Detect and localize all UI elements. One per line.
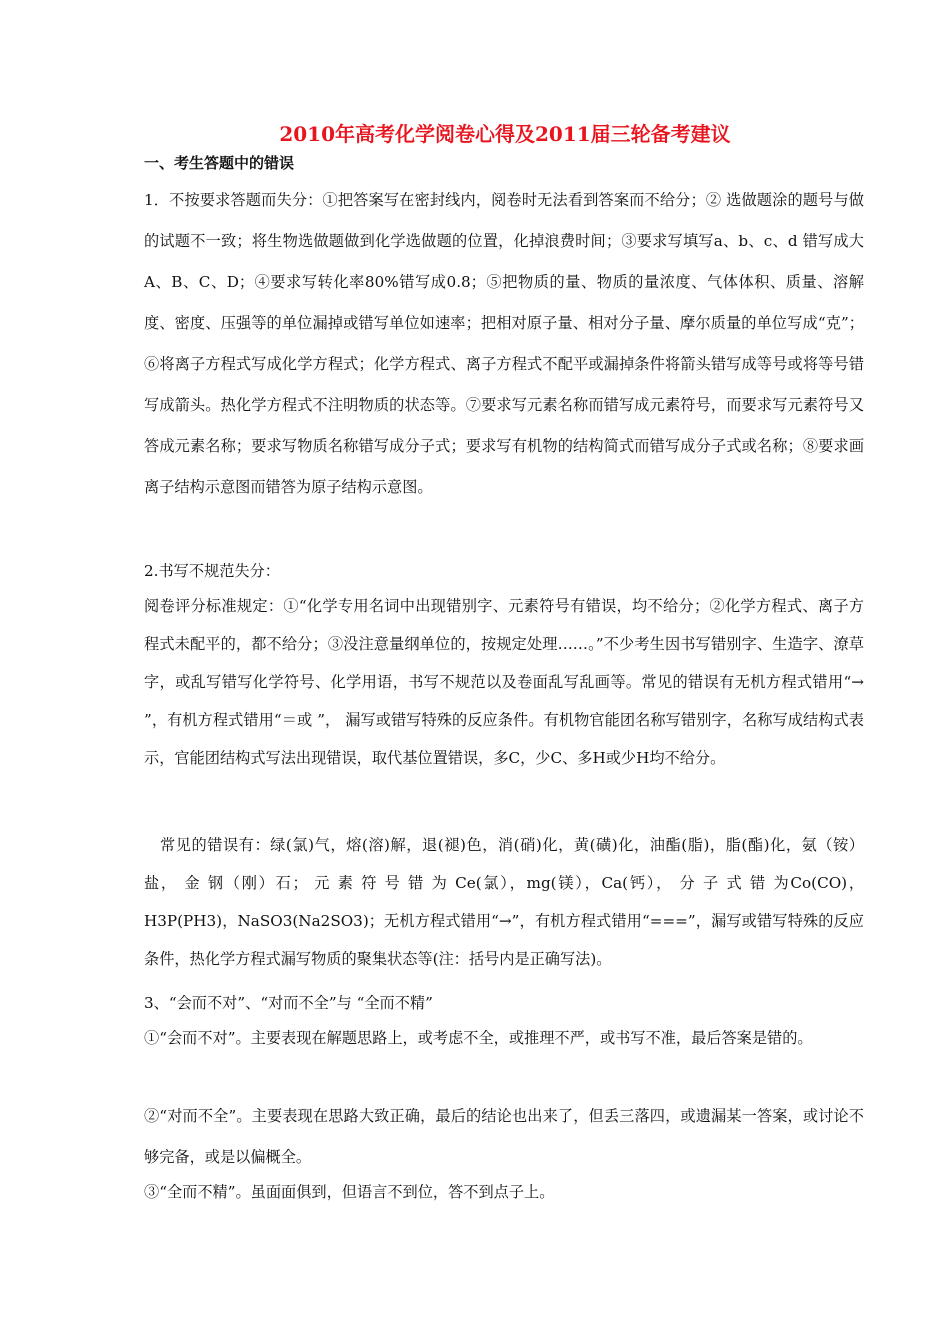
subheading-three-types: 3、“会而不对”、“对而不全”与 “全而不精” <box>144 994 433 1012</box>
paragraph-common-errors: 常见的错误有：绿(氯)气，熔(溶)解，退(褪)色，消(硝)化，黄(磺)化，油酯(脂)，脂(酯)化，氨（铵）盐， 金 钢（刚）石； 元 素 符 号 错 为 Ce(氯），mg(镁），Ca(钙）， 分 子 式 错 为Co(CO)，H3P(PH3)，NaSO3(Na2SO3)；无机方程式错用“→”，有机方程式错用“===”，漏写或错写特殊的反应条件，热化学方程式漏写物质的聚集状态等(注：括号内是正确写法)。 <box>144 836 865 968</box>
document-title: 2010年高考化学阅卷心得及2011届三轮备考建议 <box>279 122 731 146</box>
paragraph-right-but-incomplete: ②“对而不全”。主要表现在思路大致正确，最后的结论也出来了，但丢三落四，或遗漏某一答案，或讨论不够完备，或是以偏概全。 <box>144 1107 864 1166</box>
section-heading: 一、考生答题中的错误 <box>144 154 295 172</box>
paragraph-complete-but-imprecise: ③“全而不精”。虽面面俱到，但语言不到位，答不到点子上。 <box>144 1183 555 1201</box>
subheading-nonstandard-writing: 2.书写不规范失分： <box>144 562 280 580</box>
paragraph-know-but-wrong: ①“会而不对”。主要表现在解题思路上，或考虑不全，或推理不严，或书写不准，最后答案是错的。 <box>144 1029 813 1047</box>
paragraph-grading-standard: 阅卷评分标准规定：①“化学专用名词中出现错别字、元素符号有错误，均不给分；②化学方程式、离子方程式未配平的，都不给分；③没注意量纲单位的，按规定处理……。”不少考生因书写错别字、生造字、潦草字，或乱写错写化学符号、化学用语，书写不规范以及卷面乱写乱画等。常见的错误有无机方程式错用“→ ”，有机方程式错用“＝或 ”， 漏写或错写特殊的反应条件。有机物官能团名称写错别字，名称写成结构式表示，官能团结构式写法出现错误，取代基位置错误，多C，少C、多H或少H均不给分。 <box>144 597 864 767</box>
paragraph-answer-errors: 1．不按要求答题而失分：①把答案写在密封线内，阅卷时无法看到答案而不给分；② 选做题涂的题号与做的试题不一致；将生物选做题做到化学选做题的位置，化掉浪费时间；③要求写填写a、b、c、d 错写成大A、B、C、D；④要求写转化率80%错写成0.8；⑤把物质的量、物质的量浓度、气体体积、质量、溶解度、密度、压强等的单位漏掉或错写单位如速率；把相对原子量、相对分子量、摩尔质量的单位写成“克”；⑥将离子方程式写成化学方程式；化学方程式、离子方程式不配平或漏掉条件将箭头错写成等号或将等号错写成箭头。热化学方程式不注明物质的状态等。⑦要求写元素名称而错写成元素符号，而要求写元素符号又答成元素名称；要求写物质名称错写成分子式；要求写有机物的结构简式而错写成分子式或名称；⑧要求画离子结构示意图而错答为原子结构示意图。 <box>144 191 864 496</box>
